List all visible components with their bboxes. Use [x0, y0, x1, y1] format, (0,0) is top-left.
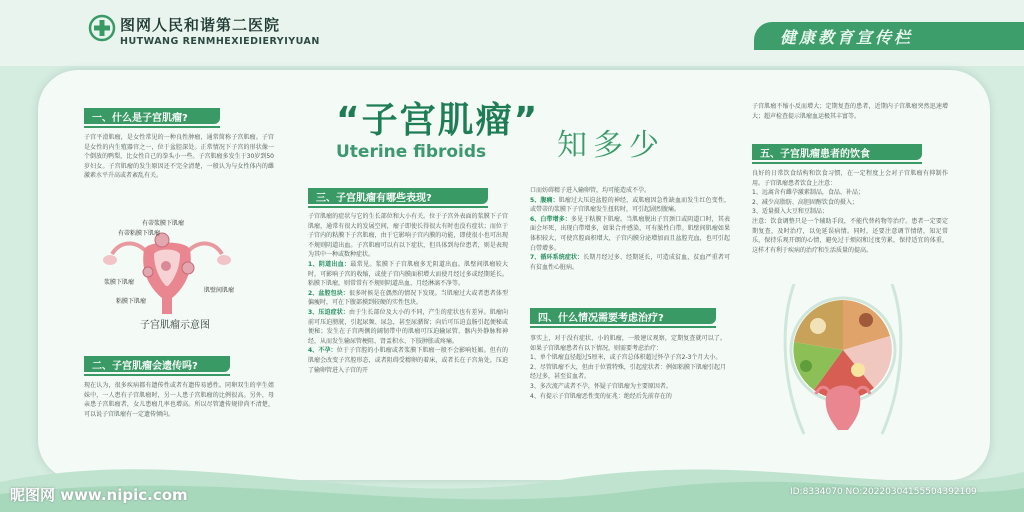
symptom-item: [308, 346, 508, 375]
board-tag: 健康教育宣传栏: [754, 22, 1024, 50]
symptom-text: 肌瘤过大压迫盆腔的神经，或肌瘤因急性缺血而发生红色变性，或带蒂的浆膜下子宫肌瘤发生扭转时，可引起剧烈腹痛。: [530, 196, 730, 214]
watermark-right: ID:8334070 NO:20220304155504392109: [790, 487, 977, 497]
symptom-text: 最常见。浆膜下子宫肌瘤多无阴道出血。肌壁间肌瘤较大时，可影响子宫的收缩，或使子宫内膜面积增大而使月经过多或经期延长。粘膜下肌瘤，则常常有不规则阴道出血、月经淋漓不净等。: [308, 260, 508, 288]
symptom-label: 6、白带增多：: [530, 215, 572, 223]
symptom-text: 很多时候是在偶然的情况下发现。当肌瘤过大或者患者体型偏瘦时，可在下腹部摸到较硬的实性包块。: [308, 289, 508, 307]
section-heading-treatment: 四、什么情况需要考虑治疗?: [530, 308, 716, 324]
symptom-item: [308, 308, 508, 346]
section-heading-what: 一、什么是子宫肌瘤?: [84, 108, 220, 124]
symptom-label: 7、循环系统症状：: [530, 254, 584, 262]
symptoms-content: [308, 212, 508, 375]
label-intramural: 肌壁间肌瘤: [204, 287, 235, 294]
hospital-name-en: HUTWANG RENMHEXIEDIERYIYUAN: [120, 36, 320, 47]
treatment-item: 4、有提示子宫肌瘤恶性变的征兆：绝经后先前存在的: [530, 392, 672, 400]
symptom-text: 由于生长部位及大小的不同，产生的症状也有差异。肌瘤向前可压迫膀胱，引起尿频、尿急，甚至尿潴留；向后可压迫直肠引起便秘或便秘；发生在子宫两侧的阔韧带中的肌瘤可压迫输尿管、髂内外静脉和神经，从而发生输尿管梗阻、肾盂积水、下肢肿胀或疼痛。: [308, 308, 508, 345]
treatment-item: 3、多次流产或者不孕，怀疑子宫肌瘤为主要原因者。: [530, 382, 672, 390]
section-heading-symptoms: 三、子宫肌瘤有哪些表现?: [308, 188, 488, 204]
main-subtitle: 知多少: [557, 128, 665, 163]
main-title-en: Uterine fibroids: [336, 142, 487, 162]
symptoms-cont-text: 口而妨碍精子进入输卵管，均可能造成不孕。: [530, 187, 651, 194]
symptom-item: [308, 260, 508, 289]
symptoms-continued: [530, 186, 730, 272]
symptom-label: 3、压迫症状：: [308, 308, 350, 316]
treatment-item: 1、单个肌瘤直径超过5厘米，或子宫总体积超过怀孕子宫2-3个月大小。: [530, 354, 722, 362]
diet-item: 3、适量摄入大豆和豆制品；: [752, 208, 828, 216]
symptoms-intro: 子宫肌瘤的症状与它的生长部位和大小有关。位于子宫外表面的浆膜下子宫肌瘤，通常有很大的发展空间，瘤子即使长得很大有时也没有症状；而位于子宫内的粘膜下子宫肌瘤，由于它影响子宫内膜的功能，即使很小也可出现不规则阴道出血。子宫肌瘤可以有以下症状，但具体到每位患者，则是表现为其中一种或数种症状。: [308, 213, 508, 259]
treatment-item: 2、尽管肌瘤不大，但由于位置特殊，引起症状者：例如粘膜下肌瘤引起月经过多，甚至贫血者。: [530, 363, 726, 381]
main-title: “子宫肌瘤”: [336, 100, 540, 141]
hospital-name: 图网人民和谐第二医院: [120, 16, 281, 34]
label-pedunculated-submucosal: 有蒂粘膜下肌瘤: [118, 230, 161, 237]
treatment-intro: 事实上，对于没有症状、小的肌瘤，一般建议观察，定期复查就可以了。如果子宫肌瘤患者有以下情况，则需要考虑治疗：: [530, 335, 726, 352]
label-pedunculated-subserosal: 有蒂浆膜下肌瘤: [142, 220, 185, 227]
symptom-text: 位于子宫腔的小肌瘤或者浆膜下肌瘤一般不会影响妊娠。但有的肌瘤会改变子宫腔形态，或者阻碍受精卵的着床，或者长在子宫角处，压迫了输卵管进入子宫的开: [308, 347, 508, 374]
healthy-food-illustration: [778, 284, 908, 444]
symptom-label: 4、不孕：: [308, 347, 337, 355]
section-heading-diet: 五、子宫肌瘤患者的饮食: [752, 144, 922, 160]
diet-content: [752, 169, 948, 255]
symptom-label: 2、盆腔包块：: [308, 289, 350, 297]
section-heading-heredity: 二、子宫肌瘤会遗传吗?: [84, 356, 230, 372]
watermark-left: 昵图网 www.nipic.com: [10, 486, 188, 504]
symptom-label: 1、阴道出血：: [308, 260, 351, 268]
diagram-caption: 子宫肌瘤示意图: [140, 320, 210, 331]
hospital-logo: [88, 14, 116, 42]
treatment-continued: 子宫肌瘤不缩小反而增大；定期复查的患者，近期内子宫肌瘤突然迅速增大；超声检查提示肌瘤血运极其丰富等。: [752, 103, 948, 120]
diet-intro: 良好的日常饮食结构和饮食习惯，在一定程度上会对子宫肌瘤有抑制作用。子宫肌瘤患者饮食上注意：: [752, 170, 948, 187]
symptom-item: [308, 289, 508, 308]
symptom-label: 5、腹痛：: [530, 196, 559, 204]
diet-item: 2、减少高脂肪、高胆固醇饮食的摄入；: [752, 198, 858, 206]
label-subserosal: 浆膜下肌瘤: [104, 279, 135, 286]
treatment-content: [530, 334, 726, 401]
symptom-text: 长期月经过多、经期延长，可造成贫血，贫血严重者可有贫血性心脏病。: [530, 254, 730, 271]
diet-item: 1、远离含有雌孕激素制品，食品、补品；: [752, 189, 864, 197]
section-body-what: 子宫平滑肌瘤，是女性常见的一种良性肿瘤，通常简称子宫肌瘤。子宫是女性的内生殖器官之一，位于盆腔深处。正常情况下子宫的形状像一个倒放的鸭梨，比女性自己的拳头小一些。子宫肌瘤多发生于30岁到50岁妇女。子宫肌瘤的发生原因还不完全清楚，一般认为与女性体内的雌激素水平升高或者紊乱有关。: [84, 134, 274, 180]
section-body-heredity: 现在认为，很多疾病都有遗传性或者有遗传易感性。同卵双生的孪生姐妹中，一人患有子宫肌瘤时，另一人患子宫肌瘤的比例很高。另外，母亲患子宫肌瘤者，女儿患瘤几率也增高。所以尽管遗传规律尚不清楚，可以说子宫肌瘤有一定遗传倾向。: [84, 382, 274, 418]
symptom-item: [530, 215, 730, 253]
label-submucosal: 粘膜下肌瘤: [116, 298, 147, 305]
symptom-text: 多见于粘膜下肌瘤。当肌瘤脱出子宫颈口或阴道口时，其表面会坏死，出现白带增多，如果合并感染，可有脓性白带。肌壁间肌瘤如果体积较大，可使宫腔面积增大，子宫内膜分泌增加而且盆腔充血，也可引起白带增多。: [530, 215, 730, 252]
symptom-item: [530, 253, 730, 272]
diet-note: 注意：饮食调整只是一个辅助手段，不能代替药物等治疗。患者一定要定期复查，及时治疗，以免延误病情。同时，还要注意调节情绪，知足常乐，保持乐观开朗的心情，避免过于烦闷和过度劳累，保持适宜的体重，这样才有利于疾病的治疗和生活质量的提高。: [752, 217, 948, 254]
symptom-item: [530, 196, 730, 215]
